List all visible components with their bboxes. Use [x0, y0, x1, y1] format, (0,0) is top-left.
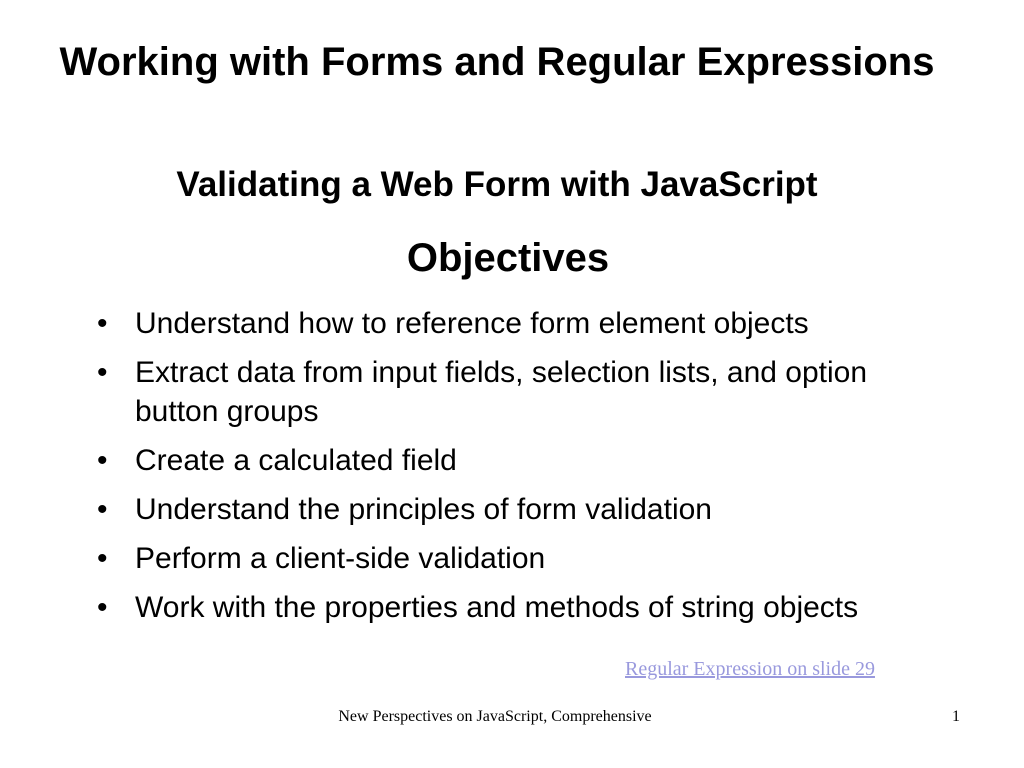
slide-title: Working with Forms and Regular Expressions — [59, 40, 935, 84]
objective-item — [97, 441, 917, 480]
footer-text: New Perspectives on JavaScript, Comprehensive — [338, 708, 652, 725]
objective-item — [97, 539, 917, 578]
objective-text: Understand how to reference form element objects — [135, 307, 809, 340]
objective-text: Create a calculated field — [135, 444, 457, 477]
bullet-icon: • — [97, 591, 108, 624]
page-number: 1 — [952, 708, 960, 725]
bullet-icon: • — [97, 493, 108, 526]
objective-text: Perform a client-side validation — [135, 542, 546, 575]
regular-expression-link[interactable]: Regular Expression on slide 29 — [625, 658, 875, 680]
bullet-icon: • — [97, 307, 108, 340]
objective-text: Work with the properties and methods of string objects — [135, 591, 859, 624]
objective-item — [97, 490, 917, 529]
objectives-list — [97, 304, 917, 637]
objectives-heading: Objectives — [406, 236, 610, 280]
objective-item — [97, 304, 917, 343]
objective-item — [97, 353, 917, 431]
objective-item — [97, 588, 917, 627]
bullet-icon: • — [97, 444, 108, 477]
bullet-icon: • — [97, 542, 108, 575]
objective-text: Extract data from input fields, selection lists, and option button groups — [135, 356, 868, 428]
slide-subtitle: Validating a Web Form with JavaScript — [176, 165, 818, 204]
bullet-icon: • — [97, 356, 108, 389]
objective-text: Understand the principles of form validation — [135, 493, 712, 526]
